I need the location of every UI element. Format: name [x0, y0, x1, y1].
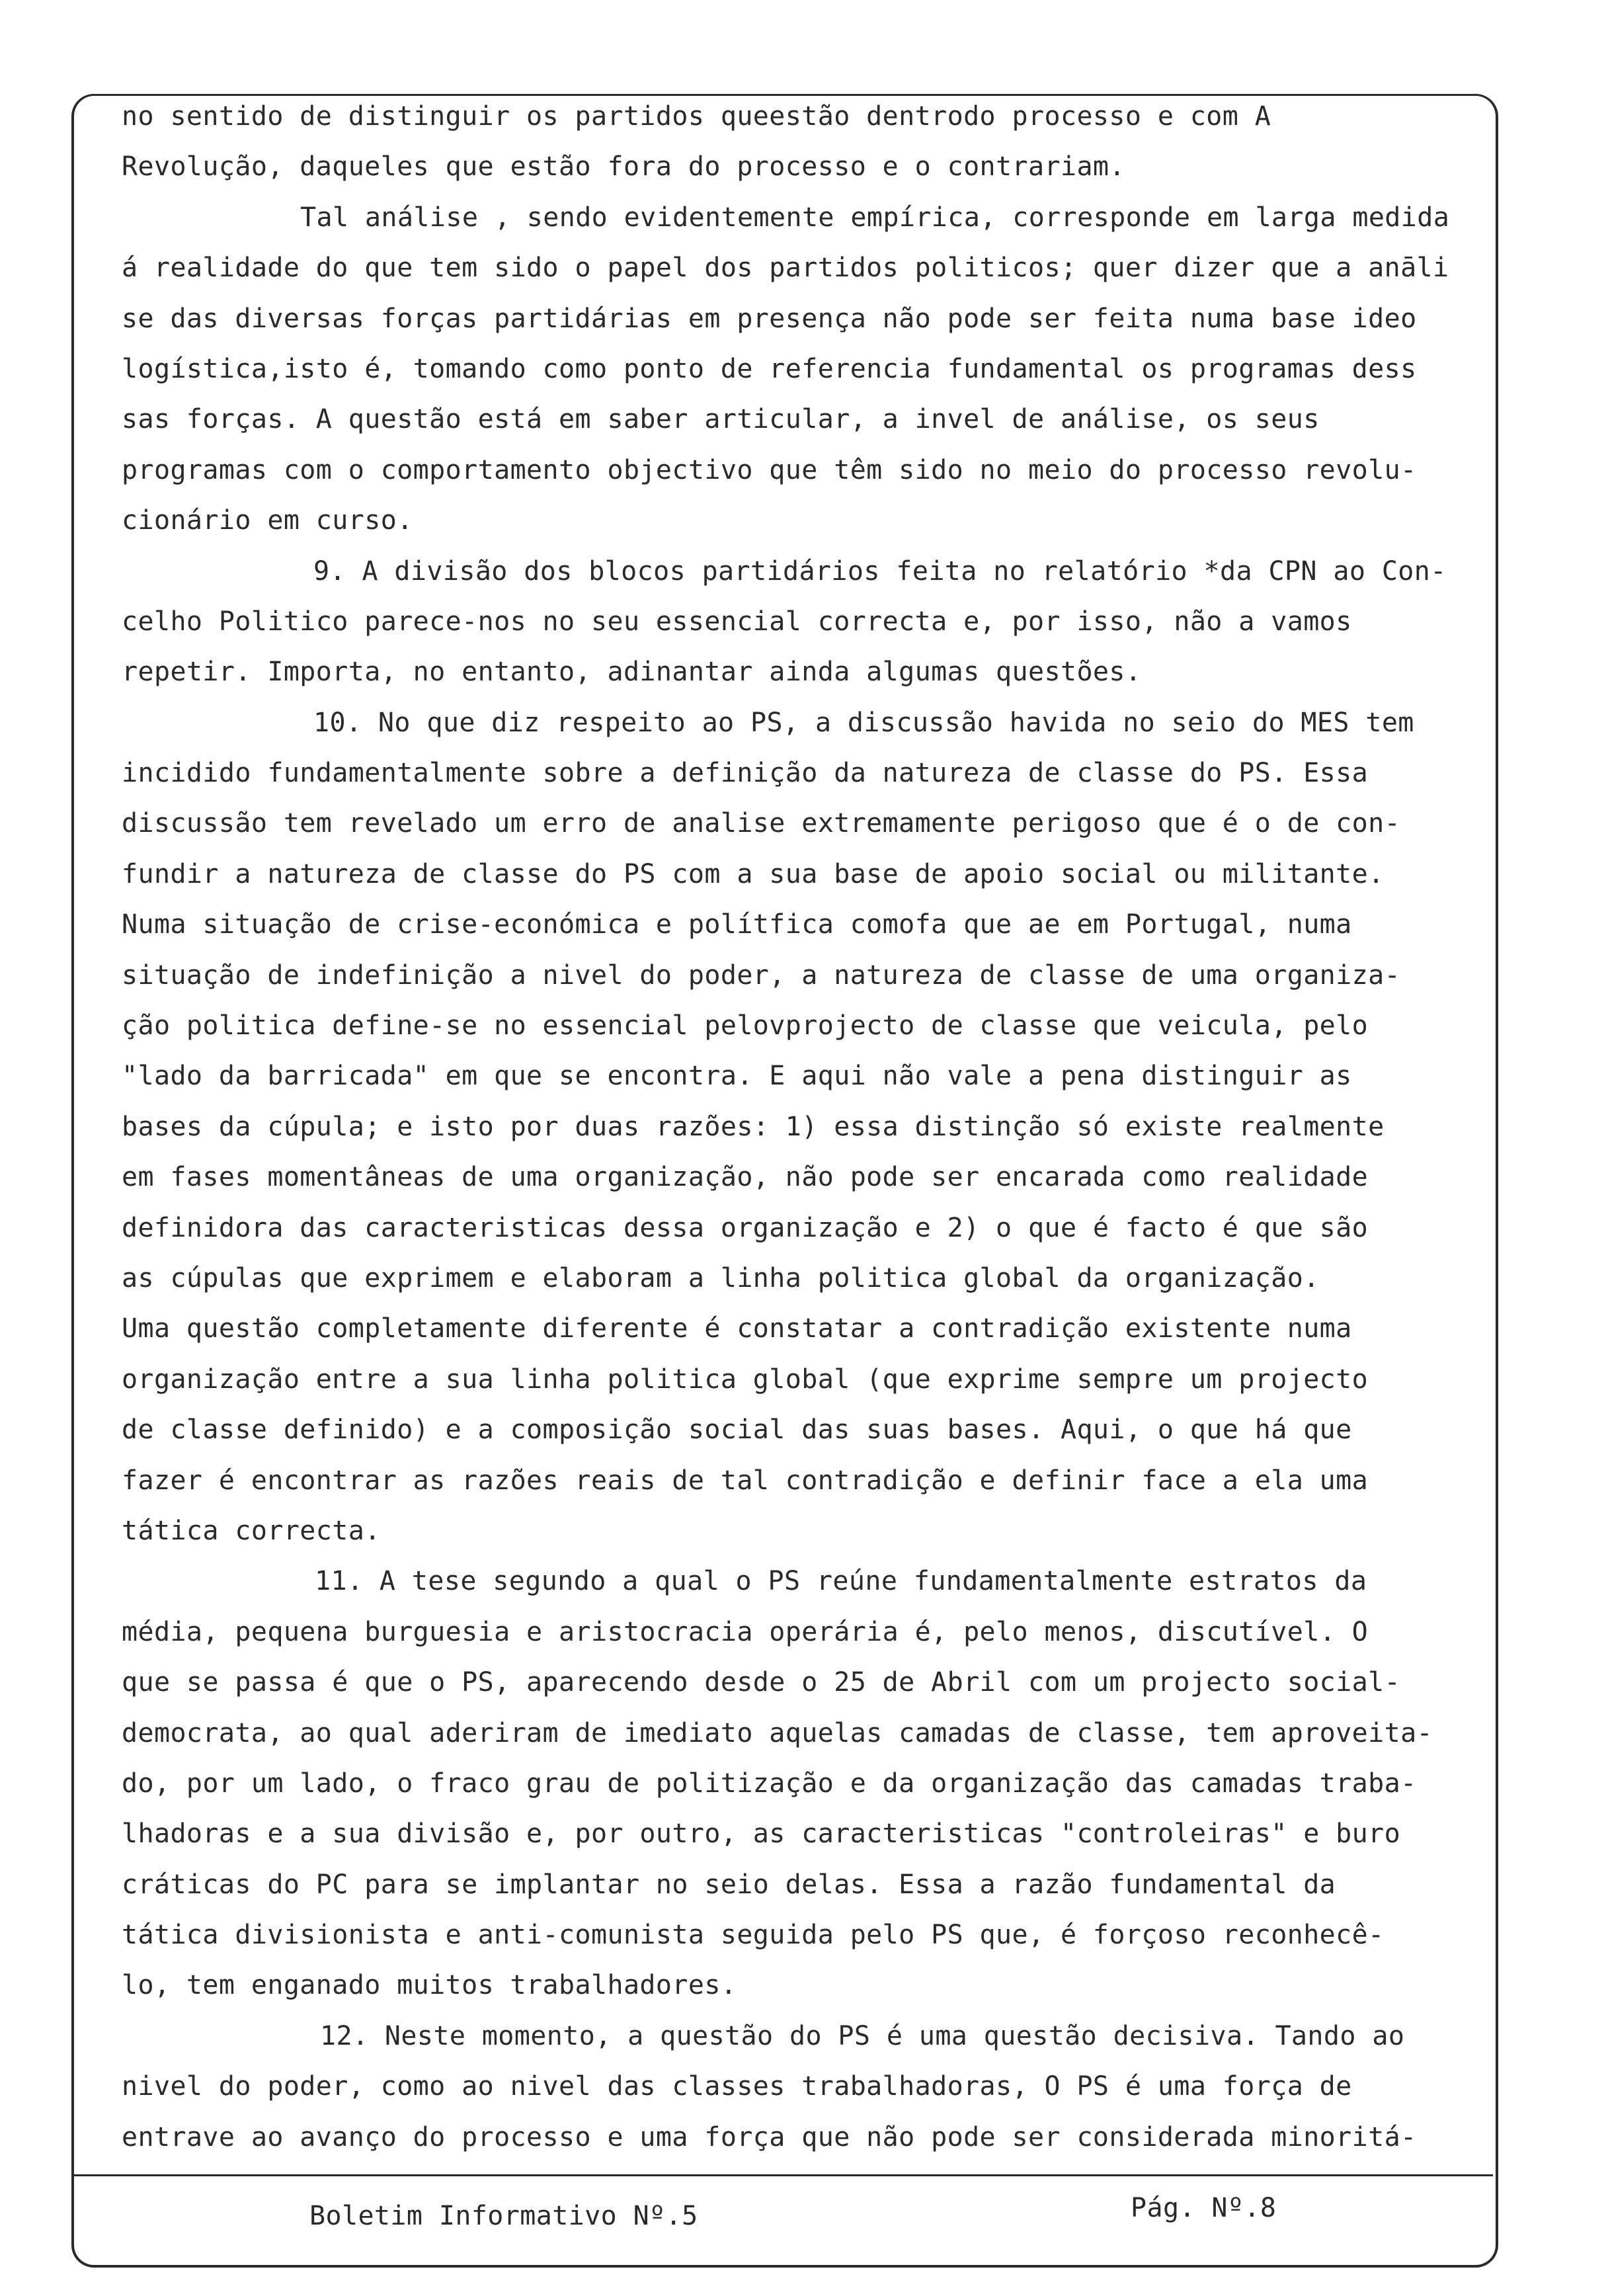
text-line: democrata, ao qual aderiram de imediato aquelas camadas de classe, tem aproveita- [122, 1717, 1433, 1748]
text-line: se das diversas forças partidárias em presença não pode ser feita numa base ideo [122, 303, 1417, 334]
text-line: organização entre a sua linha politica global (que exprime sempre um projecto [122, 1364, 1369, 1395]
text-line: lhadoras e a sua divisão e, por outro, as caracteristicas "controleiras" e buro [122, 1819, 1401, 1850]
footer-divider [74, 2174, 1493, 2176]
text-line: tática divisionista e anti-comunista seguida pelo PS que, é forçoso reconhecê- [122, 1920, 1385, 1951]
text-line: que se passa é que o PS, aparecendo desde o 25 de Abril com um projecto social- [122, 1667, 1401, 1698]
text-line: lo, tem enganado muitos trabalhadores. [122, 1970, 737, 2001]
text-line: programas com o comportamento objectivo que têm sido no meio do processo revolu- [122, 454, 1417, 485]
text-line: entrave ao avanço do processo e uma força que não pode ser considerada minoritá- [122, 2121, 1417, 2152]
text-line: celho Politico parece-nos no seu essencial correcta e, por isso, não a vamos [122, 606, 1352, 637]
text-line: Revolução, daqueles que estão fora do processo e o contrariam. [122, 151, 1125, 183]
text-line: bases da cúpula; e isto por duas razões: 1) essa distinção só existe realmente [122, 1111, 1385, 1142]
text-line: média, pequena burguesia e aristocracia operária é, pelo menos, discutível. O [122, 1616, 1369, 1647]
text-line: as cúpulas que exprimem e elaboram a linha politica global da organização. [122, 1262, 1320, 1293]
text-line: repetir. Importa, no entanto, adinantar ainda algumas questões. [122, 657, 1142, 688]
document-body [122, 91, 1484, 2162]
paragraph-11-start: 11. A tese segundo a qual o PS reúne fundamentalmente estratos da [315, 1566, 1367, 1597]
text-line: cráticas do PC para se implantar no seio delas. Essa a razão fundamental da [122, 1869, 1336, 1900]
text-line: "lado da barricada" em que se encontra. E aqui não vale a pena distinguir as [122, 1061, 1352, 1092]
text-line: Numa situação de crise-económica e polítfica comofa que ae em Portugal, numa [122, 909, 1352, 940]
text-line: logística,isto é, tomando como ponto de referencia fundamental os programas dess [122, 353, 1417, 384]
paragraph-12-start: 12. Neste momento, a questão do PS é uma questão decisiva. Tando ao [320, 2020, 1405, 2051]
text-line: sas forças. A questão está em saber articular, a invel de análise, os seus [122, 404, 1320, 435]
text-line: cionário em curso. [122, 505, 413, 536]
paragraph-start: Tal análise , sendo evidentemente empírica, corresponde em larga medida [300, 202, 1450, 233]
text-line: do, por um lado, o fraco grau de politização e da organização das camadas traba- [122, 1768, 1417, 1799]
text-line: definidora das caracteristicas dessa organização e 2) o que é facto é que são [122, 1212, 1369, 1243]
text-line: ção politica define-se no essencial pelovprojecto de classe que veicula, pelo [122, 1010, 1369, 1042]
text-line: Uma questão completamente diferente é constatar a contradição existente numa [122, 1313, 1352, 1344]
text-line: á realidade do que tem sido o papel dos partidos politicos; quer dizer que a anāli [122, 253, 1449, 284]
text-line: de classe definido) e a composição social das suas bases. Aqui, o que há que [122, 1414, 1352, 1446]
text-line: fazer é encontrar as razões reais de tal contradição e definir face a ela uma [122, 1465, 1369, 1496]
page-number: Pág. Nº.8 [1131, 2193, 1277, 2223]
paragraph-9-start: 9. A divisão dos blocos partidários feita no relatório *da CPN ao Con- [313, 555, 1447, 587]
text-line: incidido fundamentalmente sobre a definição da natureza de classe do PS. Essa [122, 758, 1369, 789]
text-line: nivel do poder, como ao nivel das classes trabalhadoras, O PS é uma força de [122, 2071, 1352, 2102]
text-line: tática correcta. [122, 1515, 381, 1546]
text-line: fundir a natureza de classe do PS com a sua base de apoio social ou militante. [122, 858, 1385, 889]
text-line: no sentido de distinguir os partidos queestão dentrodo processo e com A [122, 101, 1271, 132]
publication-title: Boletim Informativo Nº.5 [309, 2201, 698, 2231]
paragraph-10-start: 10. No que diz respeito ao PS, a discussão havida no seio do MES tem [313, 707, 1414, 738]
text-line: discussão tem revelado um erro de analise extremamente perigoso que é o de con- [122, 808, 1401, 839]
text-line: em fases momentâneas de uma organização, não pode ser encarada como realidade [122, 1162, 1369, 1193]
text-line: situação de indefinição a nivel do poder, a natureza de classe de uma organiza- [122, 960, 1401, 991]
